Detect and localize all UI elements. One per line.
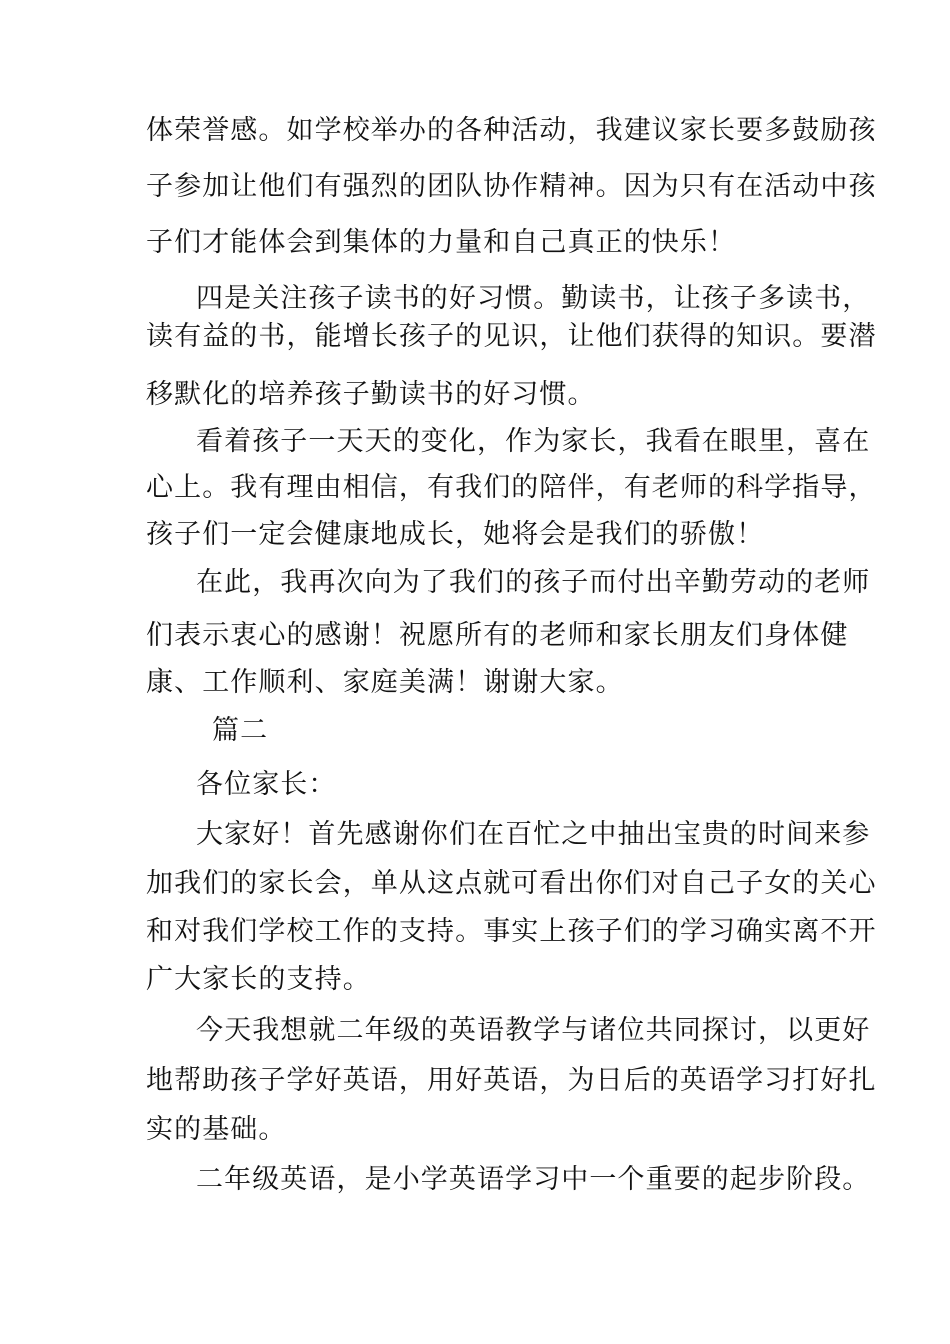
text-line: 看着孩子一天天的变化，作为家长，我看在眼里，喜在 xyxy=(196,426,871,457)
text-line: 们表示衷心的感谢！祝愿所有的老师和家长朋友们身体健 xyxy=(146,620,849,651)
text-line: 移默化的培养孩子勤读书的好习惯。 xyxy=(146,379,596,410)
text-line: 实的基础。 xyxy=(146,1114,287,1145)
text-line: 孩子们一定会健康地成长，她将会是我们的骄傲！ xyxy=(146,519,765,550)
text-line: 读有益的书，能增长孩子的见识，让他们获得的知识。要潜 xyxy=(146,321,877,352)
section-heading: 篇二 xyxy=(212,715,269,746)
text-line: 康、工作顺利、家庭美满！谢谢大家。 xyxy=(146,667,624,698)
text-line: 子们才能体会到集体的力量和自己真正的快乐！ xyxy=(146,227,737,258)
text-line: 大家好！首先感谢你们在百忙之中抽出宝贵的时间来参 xyxy=(196,819,871,850)
text-line: 地帮助孩子学好英语，用好英语，为日后的英语学习打好扎 xyxy=(146,1065,877,1096)
text-line: 心上。我有理由相信，有我们的陪伴，有老师的科学指导， xyxy=(146,472,877,503)
text-line: 在此，我再次向为了我们的孩子而付出辛勤劳动的老师 xyxy=(196,567,871,598)
text-line: 子参加让他们有强烈的团队协作精神。因为只有在活动中孩 xyxy=(146,171,877,202)
greeting-line: 各位家长： xyxy=(196,769,337,800)
text-line: 二年级英语，是小学英语学习中一个重要的起步阶段。 xyxy=(196,1164,871,1195)
text-line: 和对我们学校工作的支持。事实上孩子们的学习确实离不开 xyxy=(146,916,877,947)
text-line: 体荣誉感。如学校举办的各种活动，我建议家长要多鼓励孩 xyxy=(146,115,877,146)
text-line: 广大家长的支持。 xyxy=(146,964,371,995)
text-line: 加我们的家长会，单从这点就可看出你们对自己子女的关心 xyxy=(146,868,877,899)
text-line: 今天我想就二年级的英语教学与诸位共同探讨，以更好 xyxy=(196,1015,871,1046)
text-line: 四是关注孩子读书的好习惯。勤读书，让孩子多读书， xyxy=(196,283,871,314)
